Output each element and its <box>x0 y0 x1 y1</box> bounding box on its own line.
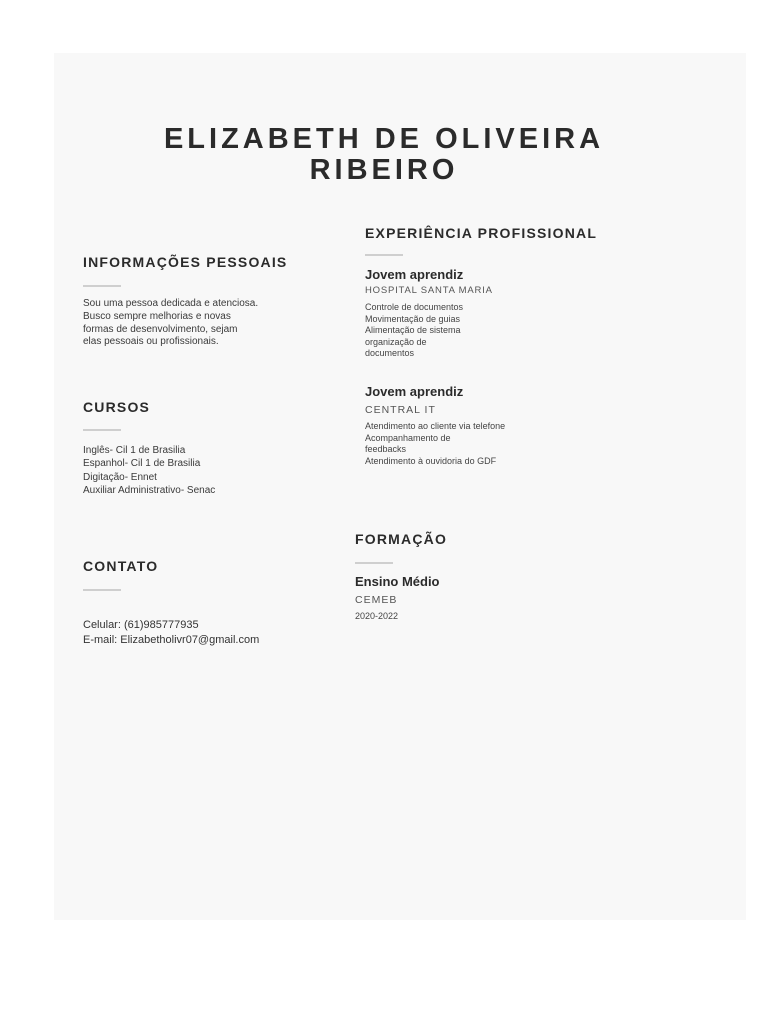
course-item: Auxiliar Administrativo- Senac <box>83 484 216 496</box>
education-divider <box>355 562 393 564</box>
experience-divider <box>365 254 403 256</box>
education-heading: FORMAÇÃO <box>355 531 448 547</box>
job-task: organização de <box>365 336 427 347</box>
job-task: Acompanhamento de <box>365 432 451 443</box>
course-item: Espanhol- Cil 1 de Brasilia <box>83 458 201 470</box>
contact-details <box>83 618 259 647</box>
job-task: Movimentação de guias <box>365 313 461 324</box>
personal-info-line: elas pessoais ou profissionais. <box>83 336 219 348</box>
personal-info-text <box>83 298 258 349</box>
resume-name <box>0 124 768 186</box>
job-task: Atendimento ao cliente via telefone <box>365 421 506 431</box>
education-school: CEMEB <box>355 594 398 606</box>
personal-info-line: formas de desenvolvimento, sejam <box>83 323 238 335</box>
job-task: Atendimento à ouvidoria do GDF <box>365 455 497 466</box>
courses-divider <box>83 429 121 431</box>
education-years: 2020-2022 <box>355 611 399 621</box>
job-title: Jovem aprendiz <box>365 384 464 399</box>
personal-info-line: Busco sempre melhorias e novas <box>83 310 231 322</box>
job-title: Jovem aprendiz <box>365 267 464 282</box>
job-task: feedbacks <box>365 444 407 455</box>
job-description <box>365 302 463 360</box>
contact-email: E-mail: Elizabetholivr07@gmail.com <box>83 633 260 646</box>
experience-heading: EXPERIÊNCIA PROFISSIONAL <box>365 225 598 241</box>
job-task: documentos <box>365 348 415 359</box>
courses-list <box>83 444 215 497</box>
job-organization: HOSPITAL SANTA MARIA <box>365 285 493 296</box>
courses-heading: CURSOS <box>83 399 151 415</box>
name-line-1: ELIZABETH DE OLIVEIRA <box>163 123 605 155</box>
personal-info-heading: INFORMAÇÕES PESSOAIS <box>83 254 288 270</box>
personal-info-line: Sou uma pessoa dedicada e atenciosa. <box>83 298 259 309</box>
personal-info-divider <box>83 285 121 287</box>
job-description <box>365 421 505 467</box>
contact-heading: CONTATO <box>83 558 159 574</box>
course-item: Digitação- Ennet <box>83 471 157 483</box>
contact-divider <box>83 589 121 591</box>
course-item: Inglês- Cil 1 de Brasilia <box>83 445 186 456</box>
education-title: Ensino Médio <box>355 574 440 589</box>
contact-phone: Celular: (61)985777935 <box>83 619 199 631</box>
job-task: Alimentação de sistema <box>365 325 461 336</box>
name-line-2: RIBEIRO <box>309 154 459 186</box>
job-task: Controle de documentos <box>365 302 464 312</box>
job-organization: CENTRAL IT <box>365 404 436 416</box>
